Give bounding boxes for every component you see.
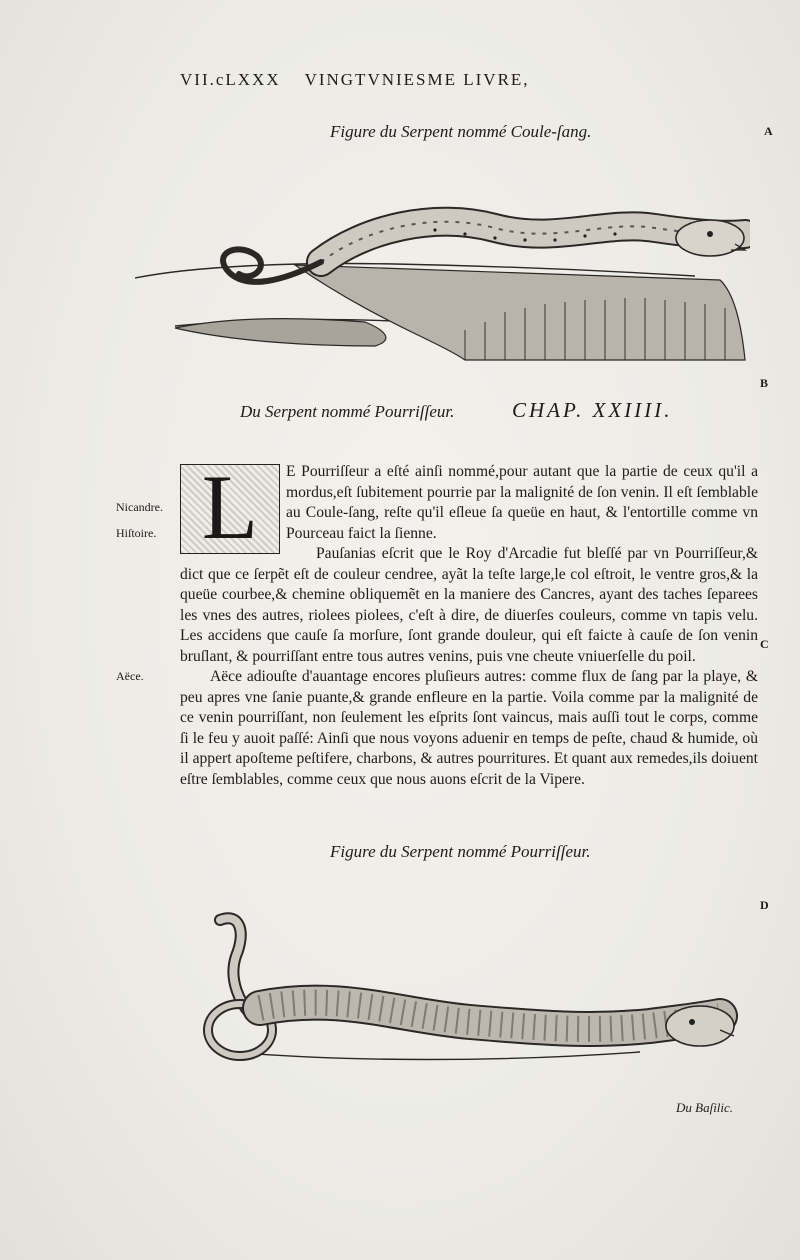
chapter-heading xyxy=(240,398,710,428)
margin-note-nicandre: Nicandre. xyxy=(116,500,163,514)
woodcut-coule-sang-serpent xyxy=(135,200,750,365)
catchword: Du Baſilic. xyxy=(676,1100,734,1115)
figure-2-caption: Figure du Serpent nommé Pourriſſeur. xyxy=(330,842,591,861)
paragraph-1: E Pourriſſeur a eſté ainſi nommé,pour autant que la partie de ceux qu'il a mordus,eſt ſubitement pourrie par la malignité de ſon venin. Il eſt ſemblable au Coule-ſang, reſte qu'il eſleue ſa queüe en haut, & l'entortille comme vn Pourceau faict la ſienne. xyxy=(286,463,758,542)
running-header xyxy=(180,70,530,90)
drop-cap-letter: L xyxy=(201,456,259,558)
ornamental-drop-cap xyxy=(180,456,280,558)
paragraph-2: Pauſanias eſcrit que le Roy d'Arcadie fut bleſſé par vn Pourriſſeur,& dict que ce ſerpẽt eſt de couleur cendree, ayãt la teſte large,le col eſtroit, le ventre gros,& la queüe courbee,& chemine obliquemẽt en la maniere des Cancres, ayant des taches ſeparees les vnes des autres, riolees piolees, c'eſt à dire, de diuerſes couleurs, comme vn tapis velu. Les accidens que cauſe ſa morſure, ſont grande douleur, qui eſt faicte à cauſe de ſon venin bruſlant, & pourriſſant entre tous autres venins, puis vne cheute vniuerſelle du poil. xyxy=(180,545,758,665)
running-title: VINGTVNIESME LIVRE, xyxy=(304,70,530,89)
section-letter-c: C xyxy=(760,637,769,651)
section-letter-b: B xyxy=(760,376,769,390)
chapter-number: CHAP. XXIIII. xyxy=(512,398,673,422)
folio-number: VII.cLXXX xyxy=(180,70,281,89)
paragraph-3: Aëce adiouſte d'auantage encores pluſieurs autres: comme flux de ſang par la playe, & peu apres vne ſanie puante,& grande enfleure en la partie. Voila comme par la malignité de ce venin pourriſſant, non ſeulement les eſprits ſont vaincus, mais auſſi tout le corps, comme ſi le feu y auoit paſſé: Ainſi que nous voyons aduenir en temps de peſte, chaud & humide, où il appert apoſteme peſtifere, charbons, & autres pourritures. Et quant aux remedes,ils doiuent eſtre ſemblables, comme ceux que nous auons eſcrit de la Vipere. xyxy=(180,668,758,788)
figure-1-caption: Figure du Serpent nommé Coule-ſang. xyxy=(330,122,592,141)
chapter-title: Du Serpent nommé Pourriſſeur. xyxy=(240,402,455,421)
section-letter-d: D xyxy=(760,898,769,912)
margin-note-histoire: Hiſtoire. xyxy=(116,526,157,540)
margin-note-aece: Aëce. xyxy=(116,669,144,683)
section-letter-a: A xyxy=(764,124,773,138)
woodcut-pourrisseur-serpent xyxy=(200,912,745,1072)
body-text xyxy=(180,456,758,790)
